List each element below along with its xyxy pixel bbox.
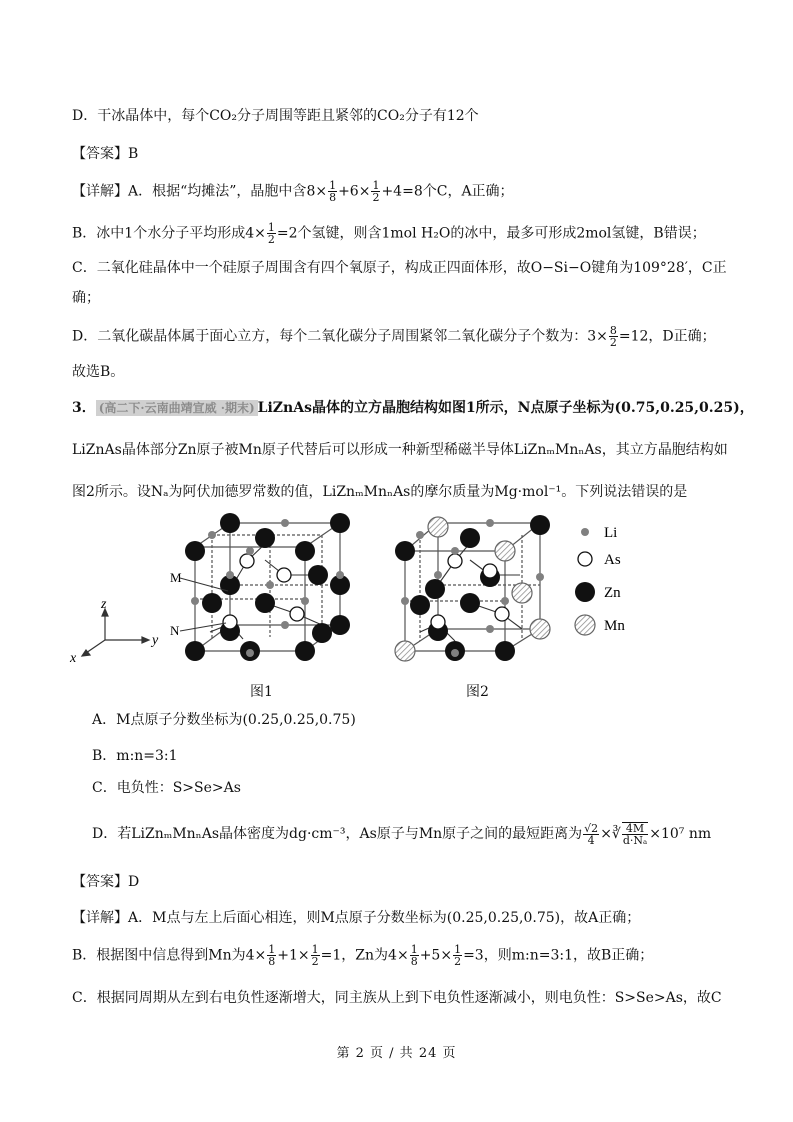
axes <box>82 609 149 656</box>
question-3-line-1: 3． (高二下·云南曲靖宣威 ·期末) LiZnAs晶体的立方晶胞结构如图1所示，N点原子坐标为(0.75,0.25,0.25)， <box>72 400 754 416</box>
fraction: $\frac{√2}{4}$ <box>584 821 599 847</box>
option-d-dry-ice: D．干冰晶体中，每个CO₂分子周围等距且紧邻的CO₂分子有12个 <box>72 108 479 124</box>
option-c: C．电负性：S>Se>As <box>92 780 241 796</box>
explanation-2-c: C．根据同周期从左到右电负性逐渐增大，同主族从上到下电负性逐渐减小，则电负性：S>Se>As，故C <box>72 990 722 1006</box>
axis-z-label: z <box>101 597 107 612</box>
legend-zn-marker <box>575 582 595 602</box>
fraction: $\frac{1}{2}$ <box>454 943 462 968</box>
option-d: D．若LiZnₘMnₙAs晶体密度为dg·cm⁻³，As原子与Mn原子之间的最短距离为 $\frac{√2}{4}$ ×∛ $\frac{4M}{\text{d·Nₐ}}$ ×10⁷ nm <box>92 821 712 847</box>
explanation-d-line: D．二氧化碳晶体属于面心立方，每个二氧化碳分子周围紧邻二氧化碳分子个数为：3× $\frac{8}{2}$ =12，D正确； <box>72 324 716 349</box>
legend-li: Li <box>604 525 618 541</box>
explanation-2-a: 【详解】A．M点与左上后面心相连，则M点原子分数坐标为(0.25,0.25,0.75)，故A正确； <box>72 910 641 926</box>
figure-1-caption: 图1 <box>250 684 273 700</box>
answer-label-1: 【答案】B <box>72 146 139 162</box>
axis-x-label: x <box>70 651 77 666</box>
fraction: $\frac{1}{8}$ <box>410 943 418 968</box>
crystal-structure-figure <box>0 505 793 705</box>
fraction: $\frac{1}{2}$ <box>267 221 275 246</box>
fraction: $\frac{1}{8}$ <box>329 179 337 204</box>
label-m: M <box>170 570 182 585</box>
legend <box>575 525 625 635</box>
explanation-b-line: B．冰中1个水分子平均形成4× $\frac{1}{2}$ =2个氢键，则含1mol H₂O的冰中，最多可形成2mol氢键，B错误； <box>72 221 706 246</box>
explanation-2-b: B．根据图中信息得到Mn为4× $\frac{1}{8}$ +1× $\frac{1}{2}$ =1，Zn为4× $\frac{1}{8}$ +5× $\frac{1}{2}$ =3，则m:n=3:1，故B正确； <box>72 943 654 968</box>
answer-label-2: 【答案】D <box>72 874 140 890</box>
question-3-line-2: LiZnAs晶体部分Zn原子被Mn原子代替后可以形成一种新型稀磁半导体LiZnₘMnₙAs，其立方晶胞结构如 <box>72 442 728 458</box>
axis-y-label: y <box>152 633 159 648</box>
question-3-line-3: 图2所示。设Nₐ为阿伏加德罗常数的值，LiZnₘMnₙAs的摩尔质量为Mg·mol⁻¹。下列说法错误的是 <box>72 484 688 500</box>
fraction: $\frac{4M}{\text{d·Nₐ}}$ <box>622 822 648 847</box>
fraction: $\frac{1}{2}$ <box>372 179 380 204</box>
explanation-a-line: 【详解】A．根据“均摊法”，晶胞中含8× $\frac{1}{8}$ +6× $\frac{1}{2}$ +4=8个C，A正确； <box>72 179 514 204</box>
legend-as: As <box>604 552 621 568</box>
explanation-c-line: C．二氧化硅晶体中一个硅原子周围含有四个氧原子，构成正四面体形，故O−Si−O键角为109°28′，C正 <box>72 260 727 276</box>
fraction: $\frac{1}{8}$ <box>268 943 276 968</box>
legend-mn: Mn <box>604 618 625 634</box>
option-b: B．m:n=3:1 <box>92 748 178 764</box>
fraction: $\frac{8}{2}$ <box>609 324 617 349</box>
fraction: $\frac{1}{2}$ <box>311 943 319 968</box>
label-n: N <box>170 623 180 638</box>
legend-li-marker <box>581 528 589 536</box>
figure-2-caption: 图2 <box>466 684 489 700</box>
legend-as-marker <box>578 552 592 566</box>
source-tag: (高二下·云南曲靖宣威 ·期末) <box>96 400 258 416</box>
legend-zn: Zn <box>604 585 621 601</box>
option-a: A．M点原子分数坐标为(0.25,0.25,0.75) <box>92 712 356 728</box>
text: 【详解】A．根据“均摊法”，晶胞中含 <box>72 183 307 200</box>
conclusion-line: 故选B。 <box>72 364 125 380</box>
explanation-c-line-2: 确； <box>72 290 100 306</box>
legend-mn-marker <box>575 615 595 635</box>
page-footer: 第 2 页 / 共 24 页 <box>336 1046 457 1061</box>
